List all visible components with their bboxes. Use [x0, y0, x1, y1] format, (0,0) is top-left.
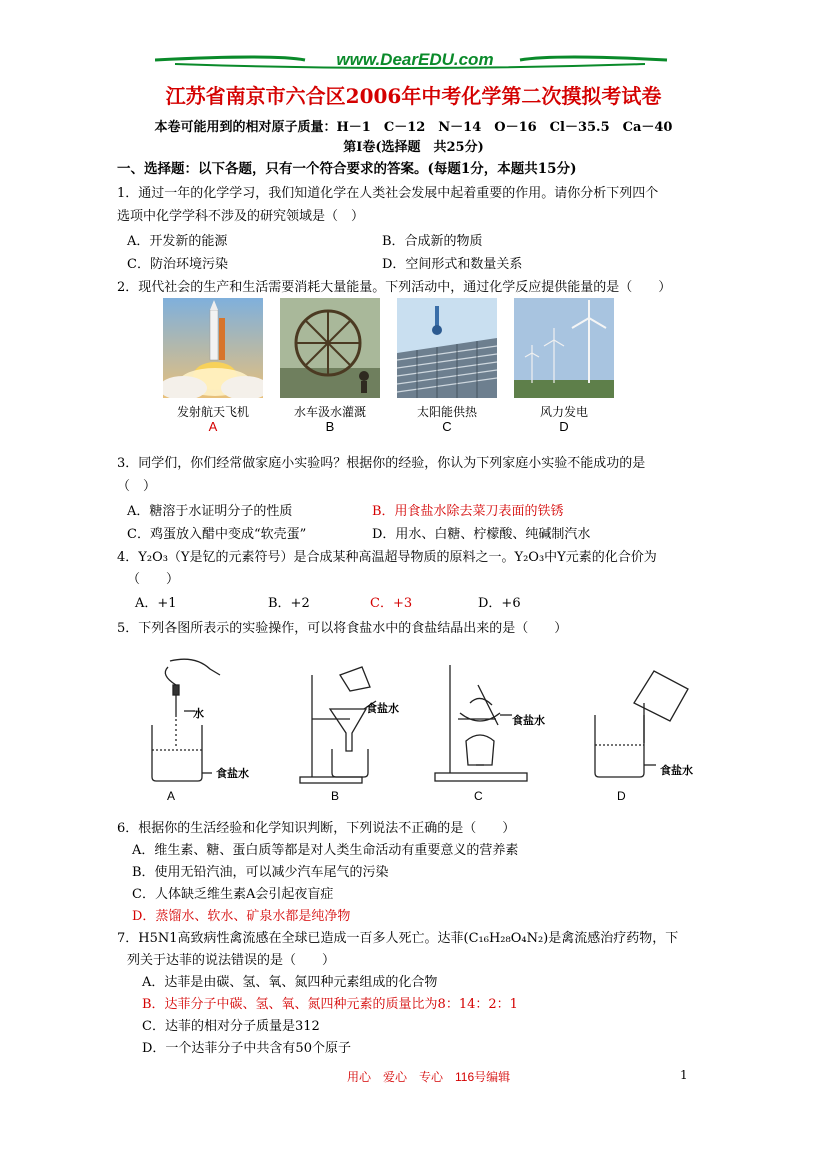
q3-stem-line1: 3．同学们，你们经常做家庭小实验吗？根据你的经验，你认为下列家庭小实验不能成功的是	[117, 456, 646, 471]
q3-stem-line2: （ ）	[117, 479, 157, 494]
q7-stem-line2: 列关于达菲的说法错误的是（ ）	[127, 953, 336, 968]
q1-option-b: B．合成新的物质	[382, 234, 483, 249]
page-number: 1	[680, 1068, 688, 1082]
q2-stem: 2．现代社会的生产和生活需要消耗大量能量。下列活动中，通过化学反应提供能量的是（ ）	[117, 280, 672, 295]
waterwheel-irrigation-photo	[280, 298, 380, 398]
q3-option-b: B．用食盐水除去菜刀表面的铁锈	[372, 504, 564, 519]
q2-letter-b: B	[325, 419, 335, 434]
q1-stem-line1: 1．通过一年的化学学习，我们知道化学在人类社会发展中起着重要的作用。请你分析下列四个	[117, 186, 659, 201]
shuttle-launch-photo	[163, 298, 263, 398]
q5-stem: 5．下列各图所表示的实验操作，可以将食盐水中的食盐结晶出来的是（ ）	[117, 621, 568, 636]
q6-option-c: C．人体缺乏维生素A会引起夜盲症	[132, 887, 334, 902]
part-title: 第Ⅰ卷(选择题 共25分)	[343, 140, 484, 155]
footer-note: 用心 爱心 专心 116号编辑	[347, 1070, 511, 1084]
q5-label-salt-b: 食盐水	[366, 702, 399, 715]
q4-option-b: B．+2	[268, 596, 310, 611]
q5-letter-a: A	[167, 789, 176, 803]
q6-option-d: D．蒸馏水、软水、矿泉水都是纯净物	[132, 909, 351, 924]
section-heading: 一、选择题：以下各题，只有一个符合要求的答案。(每题1分，本题共15分)	[117, 161, 577, 177]
q3-option-a: A．糖溶于水证明分子的性质	[127, 504, 293, 519]
brand-link[interactable]: www.DearEDU.com	[336, 50, 494, 69]
q5-label-salt-d: 食盐水	[660, 764, 693, 777]
wind-turbine-photo	[514, 298, 614, 398]
q7-option-a: A．达菲是由碳、氢、氧、氮四种元素组成的化合物	[142, 975, 438, 990]
q2-letter-c: C	[442, 419, 452, 434]
q5-letter-d: D	[617, 789, 626, 803]
q1-option-c: C．防治环境污染	[127, 257, 228, 272]
q2-caption-c: 太阳能供热	[416, 405, 477, 419]
q5-label-water: 水	[193, 707, 204, 720]
q4-option-a: A．+1	[135, 596, 177, 611]
q2-caption-d: 风力发电	[539, 405, 588, 419]
q2-letter-a: A	[208, 419, 218, 434]
q4-stem-line1: 4．Y₂O₃（Y是钇的元素符号）是合成某种高温超导物质的原料之一。Y₂O₃中Y元素的化合价为	[117, 550, 657, 565]
solar-heater-photo	[397, 298, 497, 398]
q2-letter-d: D	[559, 419, 569, 434]
q7-stem-line1: 7．H5N1高致病性禽流感在全球已造成一百多人死亡。达菲(C₁₆H₂₈O₄N₂)是禽流感治疗药物，下	[117, 931, 679, 946]
q7-option-d: D．一个达菲分子中共含有50个原子	[142, 1041, 351, 1056]
q2-caption-a: 发射航天飞机	[176, 405, 249, 419]
q4-option-d: D．+6	[478, 596, 521, 611]
atomic-masses-note: 本卷可能用到的相对原子质量：H－1 C－12 N－14 O－16 Cl－35.5 Ca－40	[154, 120, 673, 135]
q6-option-b: B．使用无铅汽油，可以减少汽车尾气的污染	[132, 865, 389, 880]
q5-label-salt-a: 食盐水	[216, 767, 249, 780]
q5-label-salt-c: 食盐水	[512, 714, 545, 727]
q5-letter-b: B	[331, 789, 340, 803]
q4-option-c: C．+3	[370, 596, 413, 611]
q6-option-a: A．维生素、糖、蛋白质等都是对人类生命活动有重要意义的营养素	[132, 843, 519, 858]
q3-option-c: C．鸡蛋放入醋中变成“软壳蛋”	[127, 527, 307, 542]
q1-option-d: D．空间形式和数量关系	[382, 257, 523, 272]
q1-option-a: A．开发新的能源	[127, 234, 228, 249]
q7-option-c: C．达菲的相对分子质量是312	[142, 1019, 320, 1034]
q3-option-d: D．用水、白糖、柠檬酸、纯碱制汽水	[372, 527, 591, 542]
q5-letter-c: C	[474, 789, 483, 803]
q6-stem: 6．根据你的生活经验和化学知识判断，下列说法不正确的是（ ）	[117, 821, 516, 836]
q1-stem-line2: 选项中化学学科不涉及的研究领域是（ ）	[117, 209, 365, 224]
q7-option-b: B．达菲分子中碳、氢、氧、氮四种元素的质量比为8：14：2：1	[142, 997, 518, 1012]
exam-title: 江苏省南京市六合区2006年中考化学第二次摸拟考试卷	[165, 84, 662, 108]
q2-caption-b: 水车汲水灌溉	[293, 405, 366, 419]
q4-stem-line2: （ ）	[127, 572, 180, 587]
